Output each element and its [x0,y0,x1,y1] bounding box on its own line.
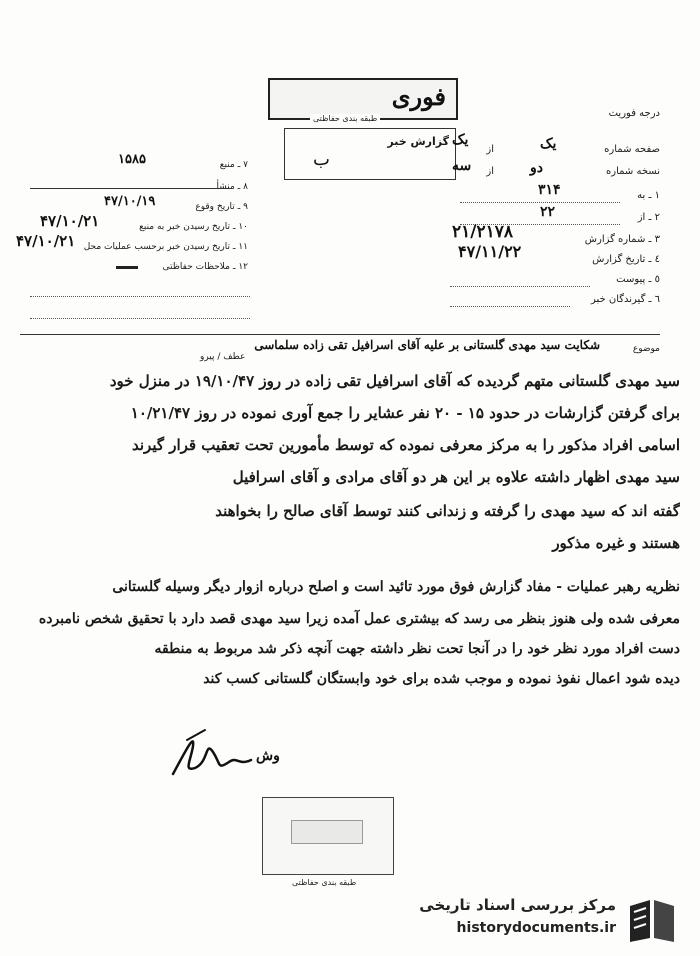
attachment-dots [450,286,590,287]
classification-stamp-text: فوری [391,82,446,111]
reference-label: عطف / پیرو [200,352,246,362]
left-dots-2 [30,318,250,319]
bottom-classification-stamp [262,797,394,875]
to-label: به [637,190,646,201]
security-notes-label: ۱۲ ـ ملاحظات حفاظتی [162,262,248,272]
to-field: ١ ـ به [637,190,660,201]
form-divider [20,334,660,335]
body-line: سید مهدی اظهار داشته علاوه بر این هر دو آقای مرادی و آقای اسرافیل [232,468,680,486]
copy-number-value: دو [530,160,543,176]
received-by-source-label: ۱۰ ـ تاریخ رسیدن خبر به منبع [139,222,248,232]
urgency-label: درجه فوریت [608,108,660,119]
classification-caption: طبقه بندی حفاظتی [310,114,380,123]
origin-label: ۸ ـ منشأ [216,182,248,192]
source-label: ۷ ـ منبع [219,160,248,170]
received-by-source-value: ۴۷/۱۰/۲۱ [40,212,100,230]
report-box-label: گزارش خبر [387,135,449,148]
attachment-label: پیوست [616,274,646,285]
report-date-label: تاریخ گزارش [592,254,646,265]
classification-stamp [268,78,458,123]
book-logo-icon [626,896,678,944]
source-value: ۱۵۸۵ [118,152,146,167]
from-field: ۲ ـ از [637,212,660,223]
to-dots [460,202,620,203]
report-number-field: ۳ ـ شماره گزارش [584,234,660,245]
page-number-from-value: یک [452,132,469,148]
attachment-field: ٥ ـ پیوست [616,274,660,285]
bottom-stamp-caption: طبقه بندی حفاظتی [292,878,357,887]
comment-line: نظریه رهبر عملیات - مفاد گزارش فوق مورد تائید است و اصلح درباره ازوار دیگر وسیله گلستانی [112,579,680,595]
copy-number-label: نسخه شماره [606,166,660,177]
comment-line: دست افراد مورد نظر خود را در آنجا تحت نظر داشته جهت آنچه ذکر شد مربوط به منطقه [154,641,680,657]
recipients-label: گیرندگان خبر [590,294,646,305]
to-value: ۳۱۴ [538,182,561,198]
subject-text: شکایت سید مهدی گلستانی بر علیه آقای اسرافیل تقی زاده سلماسی [254,338,600,352]
report-box [284,128,456,180]
from-value: ۲۲ [540,204,556,220]
received-by-ops-value: ۴۷/۱۰/۲۱ [16,232,76,250]
report-date-field: ٤ ـ تاریخ گزارش [592,254,660,265]
watermark-title: مرکز بررسی اسناد تاریخی [419,896,616,914]
body-line: گفته اند که سید مهدی را گرفته و زندانی کنند توسط آقای صالح را بخواهند [215,502,680,520]
origin-line [30,188,230,189]
left-dots-1 [30,296,250,297]
report-date-value: ۴۷/۱۱/۲۲ [458,242,522,261]
signature-text: وش [256,748,280,764]
from-label: از [637,212,646,223]
event-date-label: ۹ ـ تاریخ وقوع [195,202,248,212]
subject-label: موضوع [632,344,660,354]
body-line: برای گرفتن گزارشات در حدود ۱۵ - ۲۰ نفر عشایر را جمع آوری نموده در روز ۱۰/۲۱/۴۷ [130,404,680,422]
bottom-stamp-inner [291,820,363,844]
page-number-label: صفحه شماره [604,144,660,155]
report-number-label: شماره گزارش [584,234,646,245]
watermark [396,894,686,946]
page-number-value: یک [540,136,557,152]
signature-mark [165,722,255,782]
report-number-value: ۲۱/۲۱۷۸ [452,222,513,242]
received-by-ops-label: ۱۱ ـ تاریخ رسیدن خبر برحسب عملیات محل [83,242,248,252]
page-number-from-label: از [486,144,494,155]
security-notes-mark [116,266,138,269]
comment-line: دیده شود اعمال نفوذ نموده و موجب شده برای خود وابستگان گلستانی کسب کند [203,671,680,687]
watermark-url: historydocuments.ir [456,920,616,936]
recipients-dots [450,306,570,307]
event-date-value: ۴۷/۱۰/۱۹ [104,194,156,209]
body-line: سید مهدی گلستانی متهم گردیده که آقای اسرافیل تقی زاده در روز ۱۹/۱۰/۴۷ در منزل خود [109,372,680,390]
body-line: اسامی افراد مذکور را به مرکز معرفی نموده که توسط مأمورین تحت تعقیب قرار گیرند [132,436,680,454]
report-box-value: ب [313,149,330,170]
body-line: هستند و غیره مذکور [552,534,680,552]
copy-number-from-value: سه [452,158,472,174]
copy-number-from-label: از [486,166,494,177]
recipients-field: ٦ ـ گیرندگان خبر [590,294,660,305]
comment-line: معرفی شده ولی هنوز بنظر می رسد که بیشتری عمل آمده زیرا سید مهدی قصد دارد با تحقیق شخص نامبرده [38,611,680,627]
